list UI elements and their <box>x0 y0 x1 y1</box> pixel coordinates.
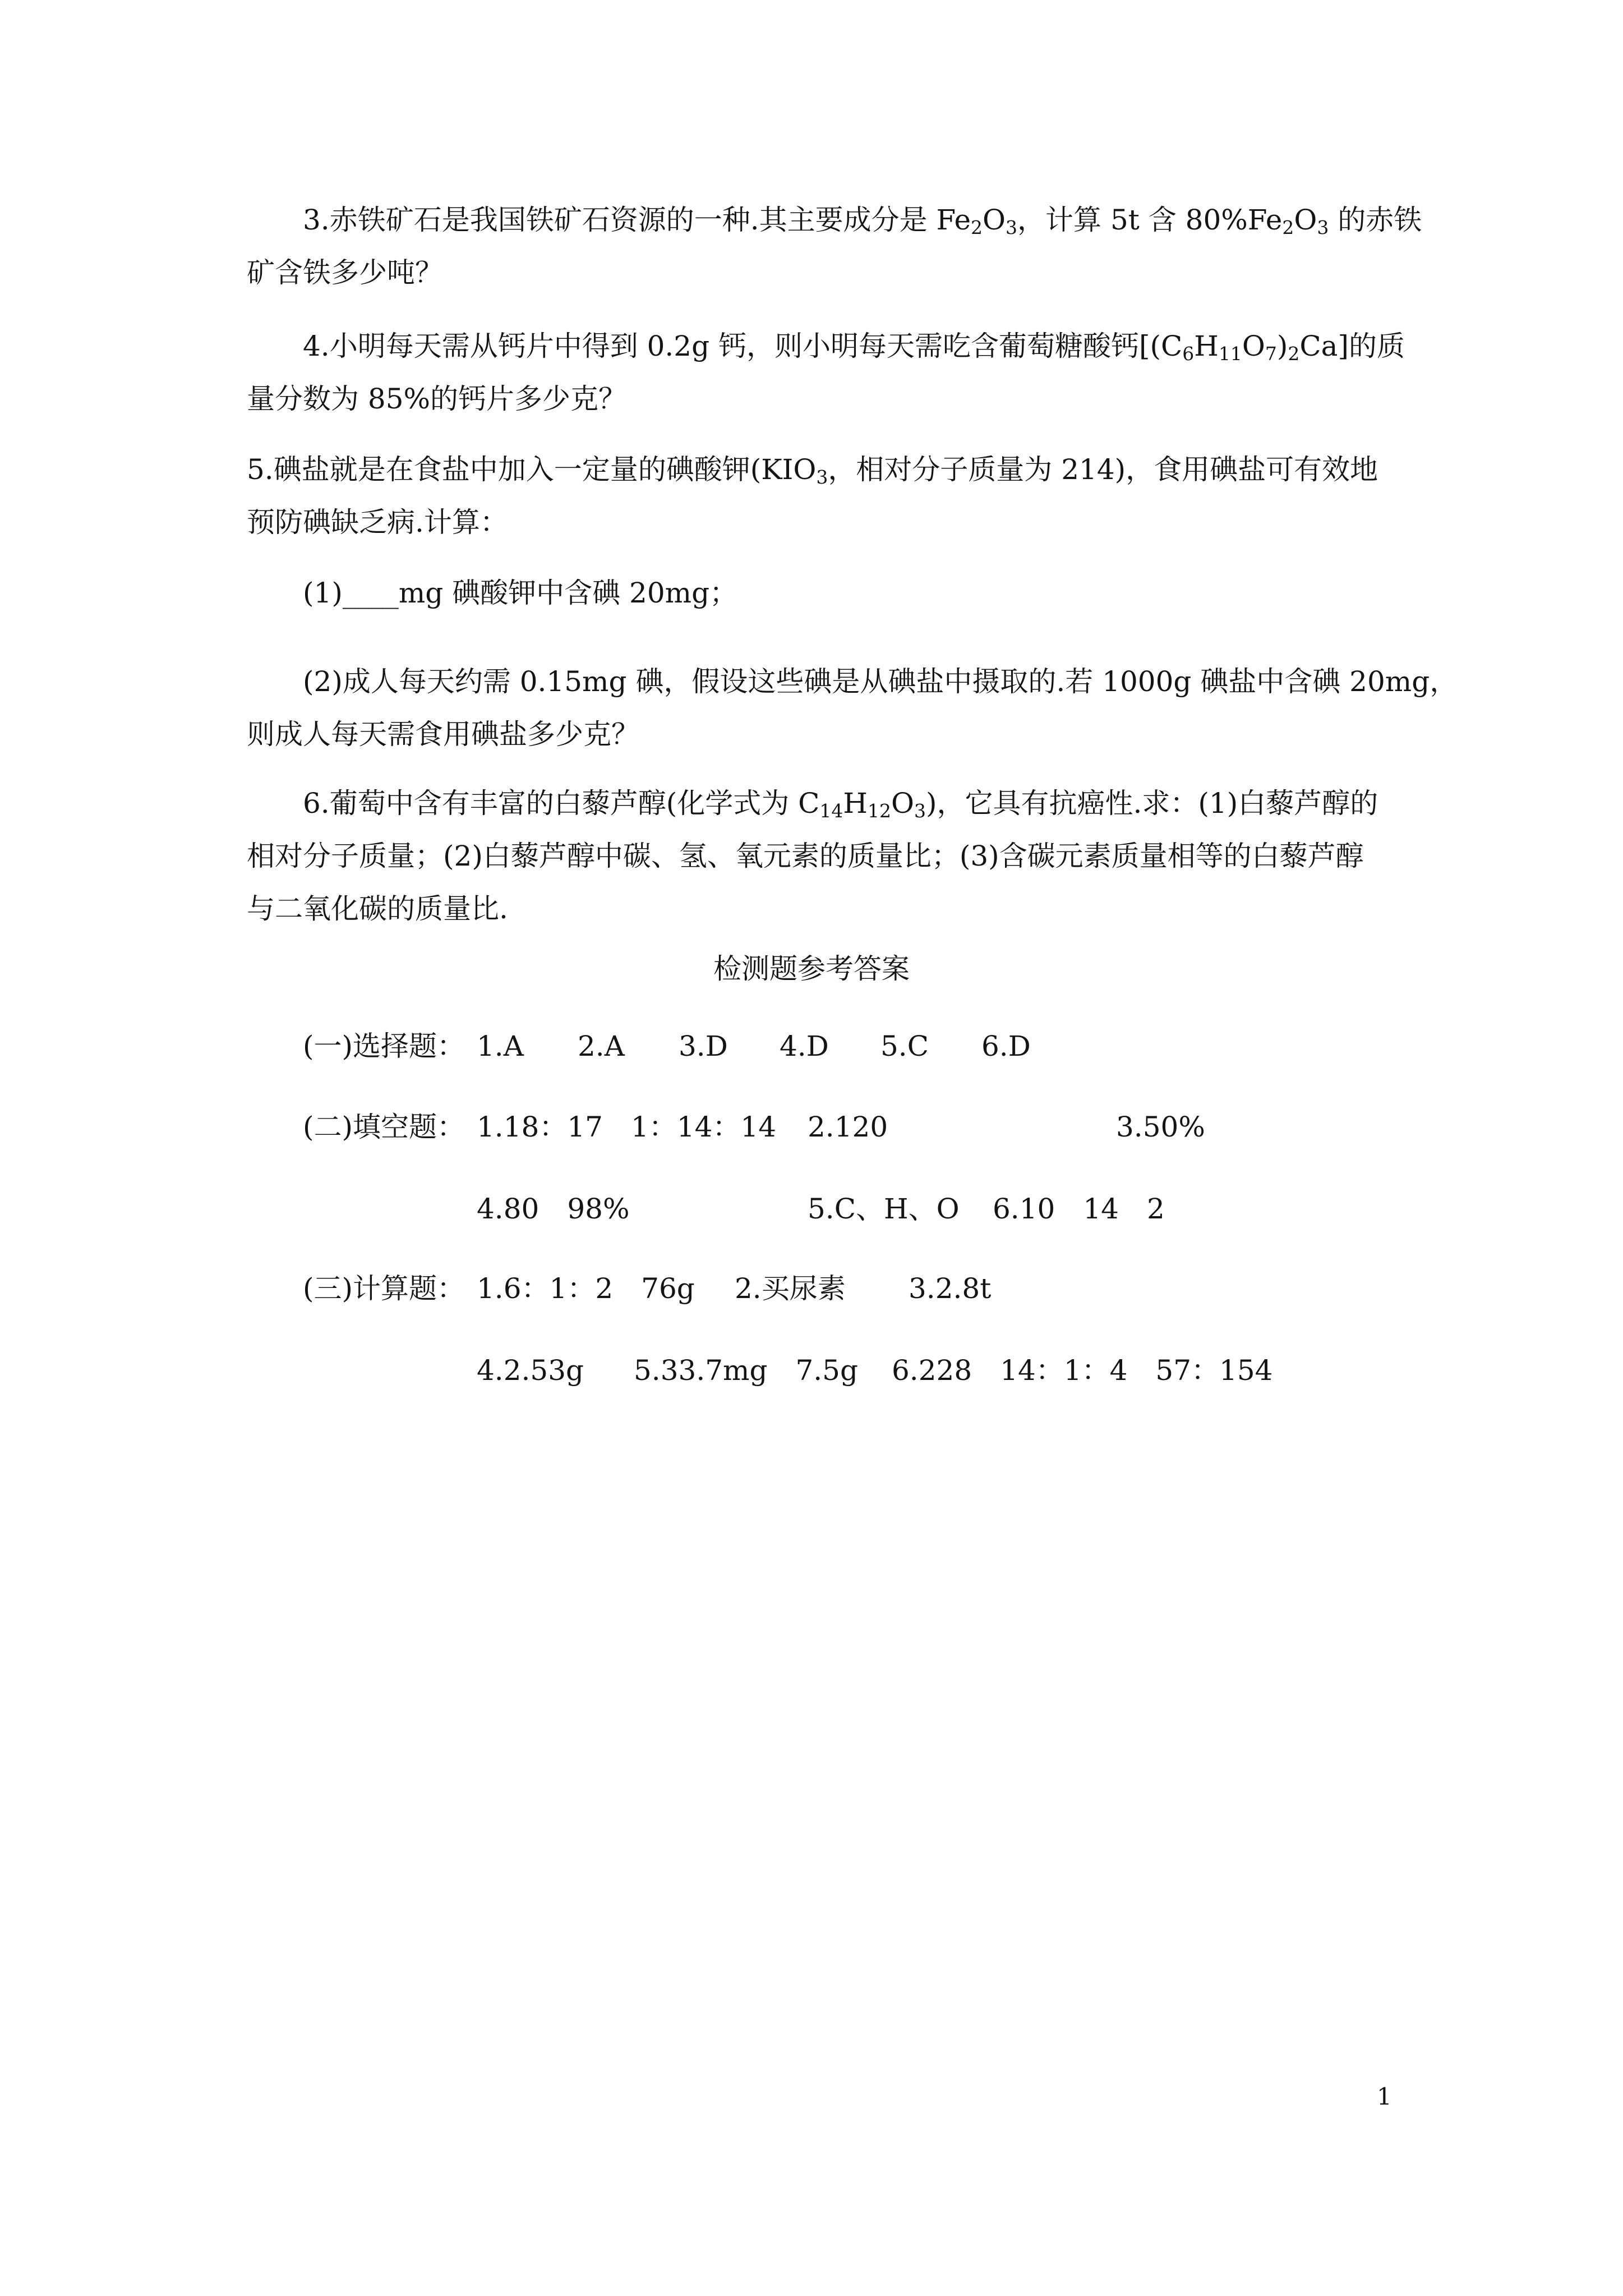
question-6-line-2: 相对分子质量；(2)白藜芦醇中碳、氢、氧元素的质量比；(3)含碳元素质量相等的白藜芦醇 <box>247 840 1364 872</box>
answers-calc-label: (三)计算题： <box>303 1272 465 1305</box>
question-5-part-1-line: (1)____mg 碘酸钾中含碘 20mg； <box>303 577 738 609</box>
question-3 <box>247 194 1422 299</box>
answers-fill-label: (二)填空题： <box>303 1111 465 1143</box>
answer-calc-3: 3.2.8t <box>909 1272 992 1305</box>
answer-fill-3: 3.50% <box>1116 1111 1205 1143</box>
answers-choice-row <box>0 1020 1623 1073</box>
answer-choice-5: 5.C <box>880 1030 929 1062</box>
answer-fill-2: 2.120 <box>808 1111 888 1143</box>
question-6-line-3: 与二氧化碳的质量比. <box>247 892 508 925</box>
answer-fill-6: 6.10 14 2 <box>993 1193 1165 1225</box>
question-5 <box>247 443 1385 549</box>
answer-calc-6: 6.228 14：1：4 57：154 <box>892 1354 1273 1387</box>
question-5-part-2 <box>247 655 1458 761</box>
question-3-line-2: 矿含铁多少吨？ <box>247 256 443 289</box>
answer-fill-5: 5.C、H、O <box>808 1193 960 1225</box>
question-5-line-1: 5.碘盐就是在食盐中加入一定量的碘酸钾($KIO_3$，相对分子质量为 214)，食用碘盐可有效地 <box>247 453 1378 488</box>
answer-fill-1: 1.18：17 1：14：14 <box>477 1111 777 1143</box>
answer-fill-4: 4.80 98% <box>477 1193 630 1225</box>
answer-calc-2: 2.买尿素 <box>735 1272 846 1305</box>
answers-fill-row-2 <box>0 1182 1623 1235</box>
question-5-part-2-line-1: (2)成人每天约需 0.15mg 碘，假设这些碘是从碘盐中摄取的.若 1000g 碘盐中含碘 20mg， <box>303 665 1458 698</box>
question-5-part-1 <box>247 567 1385 619</box>
answer-choice-2: 2.A <box>578 1030 625 1062</box>
question-4 <box>247 320 1405 425</box>
answers-fill-row-1 <box>0 1101 1623 1153</box>
answer-choice-6: 6.D <box>981 1030 1031 1062</box>
answer-choice-3: 3.D <box>679 1030 728 1062</box>
answers-calc-row-1 <box>0 1262 1623 1315</box>
answer-calc-1: 1.6：1：2 76g <box>477 1272 695 1305</box>
answer-choice-1: 1.A <box>477 1030 524 1062</box>
page-number: 1 <box>1377 2083 1392 2110</box>
answers-calc-row-2 <box>0 1344 1623 1397</box>
answers-choice-label: (一)选择题： <box>303 1030 465 1062</box>
question-4-line-1: 4.小明每天需从钙片中得到 0.2g 钙，则小明每天需吃含葡萄糖酸钙$[(C_6H_{11}O_7)_2Ca]$的质 <box>303 330 1405 365</box>
answer-calc-5: 5.33.7mg 7.5g <box>634 1354 858 1387</box>
question-6-line-1: 6.葡萄中含有丰富的白藜芦醇(化学式为 $C_{14}H_{12}O_3$)，它具有抗癌性.求：(1)白藜芦醇的 <box>303 787 1378 822</box>
question-3-line-1: 3.赤铁矿石是我国铁矿石资源的一种.其主要成分是 $Fe_2O_3$，计算 5t 含 $80\%Fe_2O_3$ 的赤铁 <box>303 204 1422 238</box>
answer-calc-4: 4.2.53g <box>477 1354 584 1387</box>
question-4-line-2: 量分数为 85%的钙片多少克？ <box>247 383 627 415</box>
question-6 <box>247 777 1385 935</box>
question-5-part-2-line-2: 则成人每天需食用碘盐多少克？ <box>247 718 639 751</box>
answer-choice-4: 4.D <box>780 1030 829 1062</box>
answers-heading: 检测题参考答案 <box>713 953 910 985</box>
question-5-line-2: 预防碘缺乏病.计算： <box>247 506 508 539</box>
